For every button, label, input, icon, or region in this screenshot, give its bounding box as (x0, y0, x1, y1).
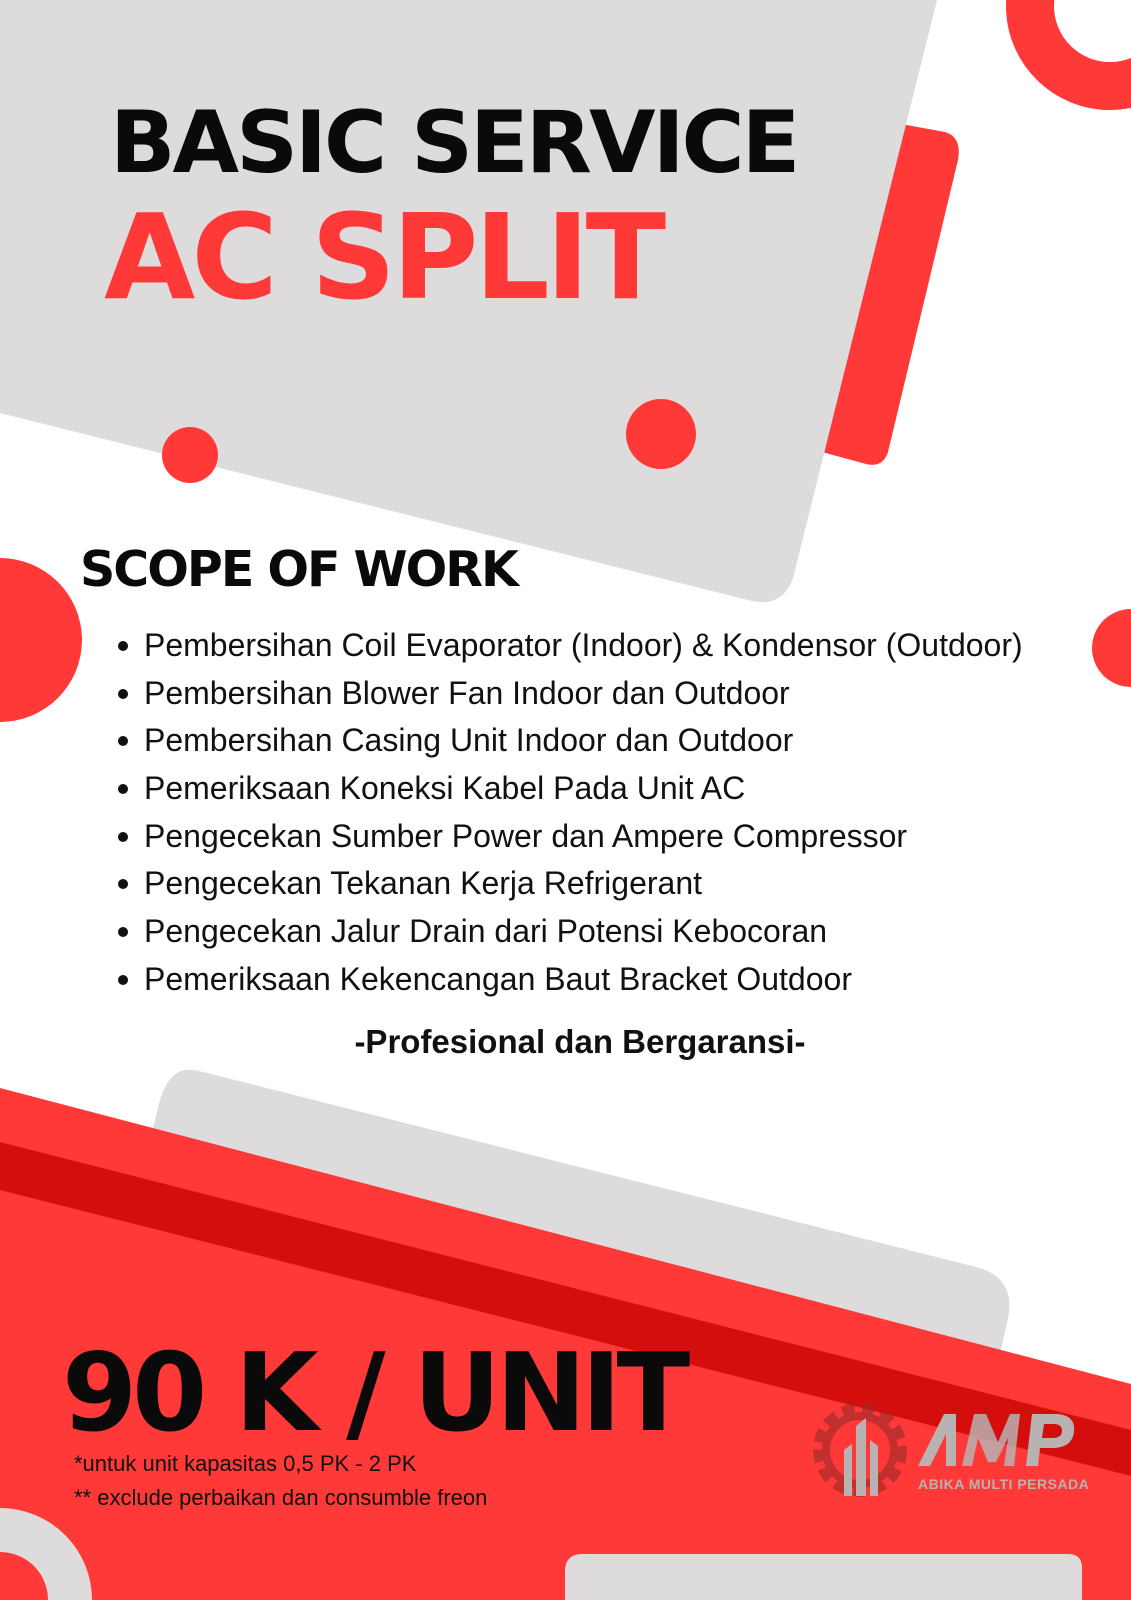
dot-medium (626, 399, 696, 469)
scope-item-text: Pengecekan Jalur Drain dari Potensi Kebocoran (144, 913, 828, 950)
scope-item-text: Pembersihan Casing Unit Indoor dan Outdoor (144, 722, 794, 759)
scope-item-text: Pemeriksaan Koneksi Kabel Pada Unit AC (144, 770, 746, 807)
amp-monogram (918, 1414, 1074, 1466)
scope-item (116, 622, 1023, 670)
bullet-icon (118, 832, 128, 842)
circle-right (1092, 609, 1131, 687)
scope-item (116, 765, 1023, 813)
bullet-icon (118, 641, 128, 651)
scope-item (116, 717, 1023, 765)
scope-list (116, 622, 1023, 1004)
bullet-icon (118, 975, 128, 985)
note-capacity: *untuk unit kapasitas 0,5 PK - 2 PK (74, 1451, 417, 1476)
scope-item (116, 956, 1023, 1004)
scope-item (116, 670, 1023, 718)
bullet-icon (118, 927, 128, 937)
scope-item-text: Pengecekan Sumber Power dan Ampere Compressor (144, 817, 908, 854)
bullet-icon (118, 784, 128, 794)
note-exclude: ** exclude perbaikan dan consumble freon (74, 1485, 488, 1510)
tagline: -Profesional dan Bergaransi- (354, 1023, 806, 1060)
scope-item (116, 813, 1023, 861)
scope-heading: SCOPE OF WORK (80, 541, 517, 598)
gray-tab-bottom (565, 1554, 1082, 1600)
ring-top-right (1030, 0, 1131, 86)
scope-item-text: Pembersihan Coil Evaporator (Indoor) & Kondensor (Outdoor) (144, 627, 1023, 663)
scope-item-text: Pengecekan Tekanan Kerja Refrigerant (144, 865, 702, 902)
price-label: 90 K / UNIT (62, 1331, 686, 1456)
scope-item-text: Pembersihan Blower Fan Indoor dan Outdoor (144, 674, 790, 711)
scope-item (116, 860, 1023, 908)
title-ac-split: AC SPLIT (104, 188, 663, 326)
scope-item-text: Pemeriksaan Kekencangan Baut Bracket Outdoor (144, 960, 852, 997)
title-basic-service: BASIC SERVICE (110, 93, 798, 193)
bullet-icon (118, 879, 128, 889)
building-icon (844, 1418, 878, 1496)
circle-left (0, 558, 82, 722)
logo-brand-name: ABIKA MULTI PERSADA (918, 1476, 1090, 1492)
scope-item (116, 908, 1023, 956)
dot-small (162, 427, 218, 483)
bullet-icon (118, 736, 128, 746)
bullet-icon (118, 689, 128, 699)
